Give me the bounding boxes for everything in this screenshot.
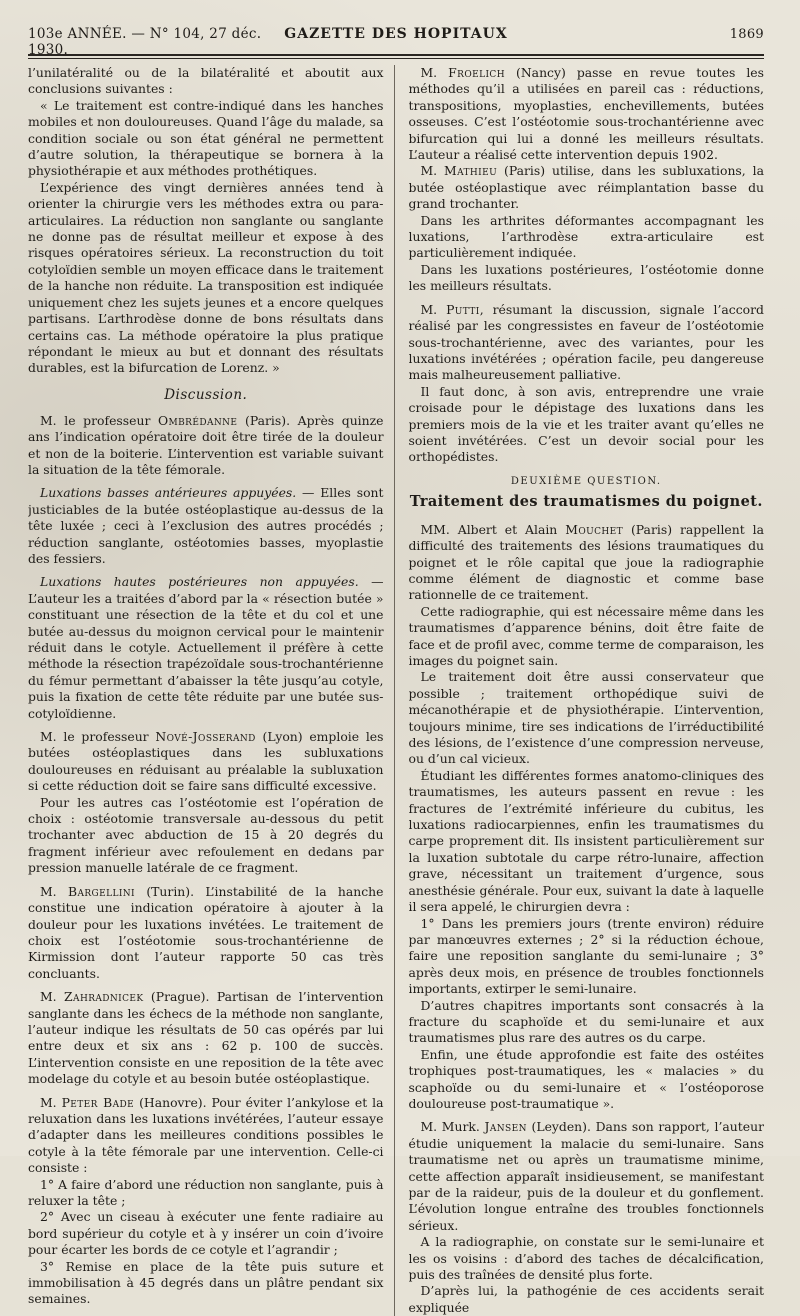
text: (Lyon) emploie les butées ostéoplastiques dans les subluxations douloureuses en réduisant au préalable la subluxation si cette réduction doit se faire sans difficulté excessive. — [28, 729, 384, 794]
author-name: Peter Bade — [61, 1094, 135, 1110]
paragraph — [409, 1119, 765, 1234]
text: (Leyden). Dans son rapport, l’auteur étudie uniquement la malacie du semi-lunaire. Sans traumatisme net ou après un traumatisme minime, cette affection apparaît insidieusement, se manifestant par de la raideur, puis de la douleur et du gonflement. L’évolution longue entraîne des troubles fonctionnels sérieux. — [408, 1119, 764, 1233]
text: M. Murk. — [420, 1119, 485, 1135]
text: (Nancy) passe en revue toutes les méthodes qu’il a utilisées en pareil cas : réductions, transpositions, myoplasties, enchevillements, butées osseuses. C’est l’ostéotomie sous-trochantérienne avec bifurcation qui lui a donné les meilleurs résultats. L’auteur a réalisé cette intervention depuis 1902. — [408, 65, 764, 163]
article-columns — [28, 65, 764, 1316]
paragraph: « Le traitement est contre-indiqué dans les hanches mobiles et non douloureuses. Quand l’âge du malade, sa condition sociale ou son état général ne permettent d’autre solution, la thérapeutique se bornera à la physiothérapie et aux méthodes prothétiques. — [28, 97, 384, 179]
paragraph — [28, 485, 384, 567]
paragraph: M. Mathieu (Paris) utilise, dans les subluxations, la butée ostéoplastique avec réimplantation basse du grand trochanter. — [408, 163, 764, 212]
text: (Hanovre). Pour éviter l’ankylose et la reluxation dans les luxations invétérées, l’auteur essaye d’adapter dans les meilleures conditions possibles le cotyle à la tête fémorale par une intervention. Celle-ci consiste : — [28, 1094, 384, 1176]
paragraph — [409, 522, 765, 604]
text: M. le professeur — [40, 412, 158, 428]
text: — L’auteur les a traitées d’abord par la « résection butée » constituant une résection de la tête et du col et une butée au-dessus du moignon cervical pour le maintenir réduit dans le cotyle. Actuellement il préfère à cette méthode la résection trapézoïdale sous-trochantérienne du fémur permettant d’abaisser la tête jusqu’au cotyle, puis la fixation de cette tête réduite par une butée sus-cotyloïdienne. — [28, 574, 384, 721]
text: MM. Albert et Alain — [420, 521, 566, 537]
text: (Prague). Partisan de l’intervention sanglante dans les échecs de la méthode non sanglante, l’auteur indique les résultats de 50 cas opérés par lui entre deux et six ans : 62 p. 100 de succès. L’intervention consiste en une reposition de la tête avec modelage du cotyle et au besoin butée ostéoplastique. — [28, 989, 384, 1087]
paragraph: Le traitement doit être aussi conservateur que possible ; traitement orthopédique suivi de mécanothérapie et de physiothérapie. L’intervention, toujours minime, tire ses indications de l’irréductibilité des lésions, de l’existence d’une compression nerveuse, ou d’un cal vicieux. — [408, 669, 764, 767]
question-label: DEUXIÈME QUESTION. — [510, 475, 662, 487]
paragraph: M. Peter Bade (Hanovre). Pour éviter l’ankylose et la reluxation dans les luxations invétérées, l’auteur essaye d’adapter dans les meilleures conditions possibles le cotyle à la tête fémorale par une intervention. Celle-ci consiste : — [28, 1094, 384, 1176]
text: (Paris) rappellent la difficulté des traitements des lésions traumatiques du poignet et le rôle capital que joue la radiographie comme élément de diagnostic et comme base rationnelle de ce traitement. — [408, 521, 764, 603]
paragraph: M. le professeur Nové-Josserand (Lyon) emploie les butées ostéoplastiques dans les subluxations douloureuses en réduisant au préalable la subluxation si cette réduction doit se faire sans difficulté excessive. — [28, 729, 384, 794]
paragraph: Étudiant les différentes formes anatomo-cliniques des traumatismes, les auteurs passent en revue : les fractures de l’extrémité inférieure du cubitus, les luxations radiocarpiennes, enfin les traumatismes du carpe proprement dit. Ils insistent particulièrement sur la luxation subtotale du carpe rétro-lunaire, affection grave, nécessitant un traitement d’urgence, sous anesthésie générale. Pour eux, suivant la date à laquelle il sera appelé, le chirurgien devra : — [408, 767, 764, 915]
section-heading: Discussion. — [164, 386, 248, 403]
paragraph: M. Froelich (Nancy) passe en revue toutes les méthodes qu’il a utilisées en pareil cas : réductions, transpositions, myoplasties, enchevillements, butées osseuses. C’est l’ostéotomie sous-trochantérienne avec bifurcation qui lui a donné les meilleurs résultats. L’auteur a réalisé cette intervention depuis 1902. — [408, 65, 764, 163]
header-rule-thin — [28, 58, 764, 59]
author-name: Zahradnicek — [64, 989, 144, 1005]
paragraph: Dans les luxations postérieures, l’ostéotomie donne les meilleurs résultats. — [408, 261, 764, 294]
paragraph: 1° Dans les premiers jours (trente environ) réduire par manœuvres externes ; 2° si la réduction échoue, faire une reposition sanglante du semi-lunaire ; 3° après deux mois, en présence de troubles fonctionnels importants, extirper le semi-lunaire. — [408, 915, 764, 997]
text: (Paris) utilise, dans les subluxations, la butée ostéoplastique avec réimplantation basse du grand trochanter. — [408, 163, 764, 212]
author-name: Mathieu — [444, 163, 498, 179]
paragraph — [28, 574, 384, 722]
author-name: Jansen — [484, 1119, 527, 1135]
author-name: Ombrédanne — [158, 412, 238, 428]
page-header — [28, 26, 764, 58]
paragraph: l’unilatéralité ou de la bilatéralité et aboutit aux conclusions suivantes : — [28, 65, 384, 97]
paragraph: L’expérience des vingt dernières années tend à orienter la chirurgie vers les méthodes extra ou para-articulaires. La réduction non sanglante ou sanglante ne donne pas de résultat meilleur et expose à des risques opératoires sérieux. La reconstruction du toit cotyloïdien semble un moyen efficace dans le traitement de la hanche non réduite. La transposition est indiquée uniquement chez les sujets jeunes et a encore quelques partisans. L’arthrodèse donne de bons résultats dans certains cas. La méthode opératoire la plus pratique répondant le mieux au but et donnant des résultats durables, est la bifurcation de Lorenz. » — [28, 179, 384, 376]
issue-line: 103e ANNÉE. — N° 104, 27 déc. 1930. — [28, 26, 262, 58]
paragraph: 3° Remise en place de la tête puis suture et immobilisation à 45 degrés dans un plâtre pendant six semaines. — [28, 1258, 384, 1307]
left-column — [28, 65, 395, 1316]
paragraph: 2° Avec un ciseau à exécuter une fente radiaire au bord supérieur du cotyle et à y insérer un coin d’ivoire pour écarter les bords de ce cotyle et l’agrandir ; — [28, 1209, 384, 1258]
text: — Elles sont justiciables de la butée ostéoplastique au-dessus de la tête luxée ; ceci à l’exclusion des autres procédés ; réduction sanglante, ostéotomies basses, myoplastie des fessiers. — [28, 485, 384, 566]
journal-title: GAZETTE DES HOPITAUX — [284, 26, 508, 42]
subheading: Luxations hautes postérieures non appuyées. — [40, 574, 359, 590]
paragraph: M. Putti, résumant la discussion, signale l’accord réalisé par les congressistes en faveur de l’ostéotomie sous-trochantérienne, avec des variantes, pour les luxations invétérées ; opération facile, peu dangereuse mais malheureusement palliative. — [408, 301, 764, 383]
author-name: Putti — [446, 301, 480, 317]
chapter-title: Traitement des traumatismes du poignet. — [409, 492, 763, 510]
text: , résumant la discussion, signale l’accord réalisé par les congressistes en faveur de l’ostéotomie sous-trochantérienne, avec des variantes, pour les luxations invétérées ; opération facile, peu dangereuse mais malheureusement palliative. — [408, 301, 764, 383]
paragraph: 1° A faire d’abord une réduction non sanglante, puis à reluxer la tête ; — [28, 1176, 384, 1208]
author-name: Bargellini — [67, 883, 136, 899]
paragraph: A la radiographie, on constate sur le semi-lunaire et les os voisins : d’abord des taches de décalcification, puis des traînées de densité plus forte. — [408, 1234, 764, 1283]
paragraph: Cette radiographie, qui est nécessaire même dans les traumatismes d’apparence bénins, doit être faite de face et de profil avec, comme terme de comparaison, les images du poignet sain. — [408, 603, 764, 668]
paragraph: Pour les autres cas l’ostéotomie est l’opération de choix : ostéotomie transversale au-dessous du petit trochanter avec abduction de 15 à 20 degrés du fragment inférieur avec refoulement en dedans par pression manuelle latérale de ce fragment. — [28, 794, 384, 876]
paragraph: D’autres chapitres importants sont consacrés à la fracture du scaphoïde et du semi-lunaire et aux traumatismes plus rare des autres os du carpe. — [408, 997, 764, 1046]
subheading: Luxations basses antérieures appuyées. — [40, 485, 297, 501]
right-column — [409, 65, 765, 1316]
author-name: Froelich — [448, 65, 505, 80]
paragraph: Enfin, une étude approfondie est faite des ostéites trophiques post-traumatiques, les « malacies » du scaphoïde ou du semi-lunaire et « l’ostéoporose douloureuse post-traumatique ». — [408, 1046, 764, 1111]
paragraph: Dans les arthrites déformantes accompagnant les luxations, l’arthrodèse extra-articulaire est particulièrement indiquée. — [408, 212, 764, 261]
paragraph: M. Zahradnicek (Prague). Partisan de l’intervention sanglante dans les échecs de la méthode non sanglante, l’auteur indique les résultats de 50 cas opérés par lui entre deux et six ans : 62 p. 100 de succès. L’intervention consiste en une reposition de la tête avec modelage du cotyle et au besoin butée ostéoplastique. — [28, 989, 384, 1087]
paragraph: Il faut donc, à son avis, entreprendre une vraie croisade pour le dépistage des luxations dans les premiers mois de la vie et les traiter avant qu’elles ne soient invétérées. C’est un devoir social pour les orthopédistes. — [408, 383, 764, 465]
paragraph: D’après lui, la pathogénie de ces accidents serait expliquée — [408, 1283, 764, 1315]
text: (Paris). Après quinze ans l’indication opératoire doit être tirée de la douleur et non de la boiterie. L’intervention est variable suivant la situation de la tête fémorale. — [28, 412, 384, 477]
paragraph — [28, 413, 384, 479]
author-name: Mouchet — [565, 521, 623, 537]
author-name: Nové-Josserand — [155, 729, 256, 745]
text: (Turin). L’instabilité de la hanche constitue une indication opératoire à ajouter à la douleur pour les luxations invétées. Le traitement de choix est l’ostéotomie sous-trochantérienne de Kirmission dont l’auteur rapporte 50 cas très concluants. — [28, 883, 384, 981]
paragraph: M. Bargellini (Turin). L’instabilité de la hanche constitue une indication opératoire à ajouter à la douleur pour les luxations invétées. Le traitement de choix est l’ostéotomie sous-trochantérienne de Kirmission dont l’auteur rapporte 50 cas très concluants. — [28, 883, 384, 981]
page-number: 1869 — [729, 27, 764, 42]
